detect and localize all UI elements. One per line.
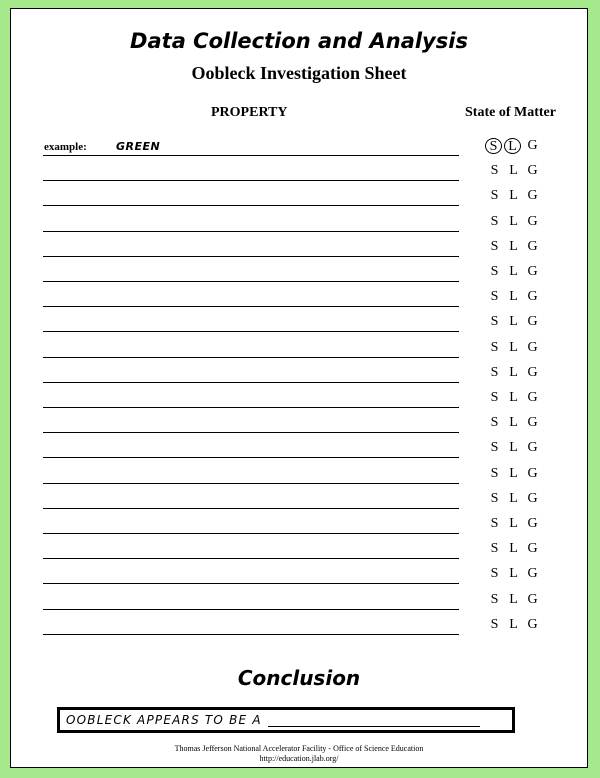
state-option-g[interactable]: G xyxy=(527,440,538,456)
state-options xyxy=(485,365,565,381)
conclusion-box xyxy=(57,707,515,733)
property-column-header: PROPERTY xyxy=(211,105,288,120)
answer-line[interactable] xyxy=(43,281,459,282)
state-option-l[interactable]: L xyxy=(509,213,518,229)
state-option-l[interactable]: L xyxy=(509,163,518,179)
state-option-g[interactable]: G xyxy=(527,314,538,330)
state-option-l[interactable]: L xyxy=(509,314,518,330)
state-option-l[interactable]: L xyxy=(509,364,518,380)
state-option-s[interactable]: S xyxy=(490,541,499,557)
state-options xyxy=(485,415,565,431)
state-option-s[interactable]: S xyxy=(490,264,499,279)
answer-line[interactable] xyxy=(43,558,459,559)
page-subtitle: Oobleck Investigation Sheet xyxy=(191,63,407,83)
answer-line[interactable] xyxy=(43,256,459,257)
example-row-line[interactable] xyxy=(43,155,459,156)
answer-line[interactable] xyxy=(43,331,459,332)
state-option-s[interactable]: S xyxy=(490,440,499,456)
state-option-s[interactable]: S xyxy=(485,138,502,154)
state-option-g[interactable]: G xyxy=(527,390,538,405)
worksheet xyxy=(10,8,588,768)
state-option-g[interactable]: G xyxy=(527,541,538,557)
state-option-s[interactable]: S xyxy=(490,364,499,380)
state-option-g[interactable]: G xyxy=(527,364,538,380)
state-options xyxy=(485,617,565,633)
answer-line[interactable] xyxy=(43,407,459,408)
state-column-header: State of Matter xyxy=(465,105,556,120)
state-option-l[interactable]: L xyxy=(509,490,518,506)
answer-line[interactable] xyxy=(43,609,459,610)
state-options xyxy=(485,188,565,204)
state-option-l[interactable]: L xyxy=(509,188,518,204)
conclusion-prompt: OOBLECK APPEARS TO BE A xyxy=(66,713,262,727)
footer-url[interactable]: http://education.jlab.org/ xyxy=(259,754,339,763)
state-option-l[interactable]: L xyxy=(509,591,518,607)
state-option-s[interactable]: S xyxy=(490,616,499,632)
state-option-g[interactable]: G xyxy=(527,616,538,632)
state-option-g[interactable]: G xyxy=(527,591,538,607)
state-option-g[interactable]: G xyxy=(527,415,538,431)
state-option-g[interactable]: G xyxy=(527,138,538,153)
state-option-s[interactable]: S xyxy=(490,314,499,330)
state-option-g[interactable]: G xyxy=(527,163,538,179)
answer-line[interactable] xyxy=(43,180,459,181)
state-option-l[interactable]: L xyxy=(509,289,518,305)
state-option-g[interactable]: G xyxy=(527,289,538,305)
state-option-g[interactable]: G xyxy=(527,188,538,204)
state-option-s[interactable]: S xyxy=(490,238,499,254)
state-option-g[interactable]: G xyxy=(527,264,538,279)
state-option-g[interactable]: G xyxy=(527,566,538,582)
state-option-l[interactable]: L xyxy=(509,339,518,355)
conclusion-answer-blank[interactable] xyxy=(268,714,480,727)
state-option-l[interactable]: L xyxy=(504,138,521,154)
answer-line[interactable] xyxy=(43,583,459,584)
state-option-l[interactable]: L xyxy=(509,415,518,431)
answer-line[interactable] xyxy=(43,357,459,358)
state-option-l[interactable]: L xyxy=(509,390,518,405)
state-options xyxy=(485,163,565,179)
answer-line[interactable] xyxy=(43,432,459,433)
state-options xyxy=(485,516,565,532)
state-options xyxy=(485,239,565,255)
state-option-l[interactable]: L xyxy=(509,541,518,557)
example-state-options xyxy=(485,138,565,154)
state-option-s[interactable]: S xyxy=(490,339,499,355)
state-options xyxy=(485,541,565,557)
state-options xyxy=(485,592,565,608)
state-options xyxy=(485,390,565,406)
answer-line[interactable] xyxy=(43,483,459,484)
state-option-g[interactable]: G xyxy=(527,465,538,481)
example-value: GREEN xyxy=(116,140,161,153)
state-option-s[interactable]: S xyxy=(490,490,499,506)
state-option-l[interactable]: L xyxy=(509,616,518,632)
state-option-s[interactable]: S xyxy=(490,163,499,179)
answer-line[interactable] xyxy=(43,231,459,232)
state-options xyxy=(485,314,565,330)
state-option-g[interactable]: G xyxy=(527,339,538,355)
state-option-s[interactable]: S xyxy=(490,213,499,229)
footer xyxy=(11,744,587,764)
state-option-g[interactable]: G xyxy=(527,516,538,531)
state-option-l[interactable]: L xyxy=(509,566,518,582)
state-option-l[interactable]: L xyxy=(509,264,518,279)
state-option-s[interactable]: S xyxy=(490,188,499,204)
state-option-s[interactable]: S xyxy=(490,591,499,607)
page-title: Data Collection and Analysis xyxy=(130,29,468,53)
state-option-s[interactable]: S xyxy=(490,390,499,405)
state-option-g[interactable]: G xyxy=(527,238,538,254)
state-option-s[interactable]: S xyxy=(490,415,499,431)
state-options xyxy=(485,491,565,507)
state-option-g[interactable]: G xyxy=(527,213,538,229)
state-option-l[interactable]: L xyxy=(509,516,518,531)
footer-organization: Thomas Jefferson National Accelerator Facility - Office of Science Education xyxy=(174,744,424,753)
state-options xyxy=(485,466,565,482)
state-options xyxy=(485,566,565,582)
state-option-s[interactable]: S xyxy=(490,289,499,305)
state-option-g[interactable]: G xyxy=(527,490,538,506)
conclusion-heading: Conclusion xyxy=(237,666,361,690)
state-options xyxy=(485,289,565,305)
state-option-s[interactable]: S xyxy=(490,516,499,531)
state-options xyxy=(485,214,565,230)
answer-line[interactable] xyxy=(43,508,459,509)
state-options xyxy=(485,440,565,456)
state-option-l[interactable]: L xyxy=(509,440,518,456)
state-options xyxy=(485,264,565,280)
example-label: example: xyxy=(44,141,87,153)
answer-line[interactable] xyxy=(43,382,459,383)
answer-line[interactable] xyxy=(43,533,459,534)
state-option-s[interactable]: S xyxy=(490,566,499,582)
state-option-l[interactable]: L xyxy=(509,465,518,481)
answer-line[interactable] xyxy=(43,205,459,206)
answer-line[interactable] xyxy=(43,306,459,307)
answer-line[interactable] xyxy=(43,457,459,458)
state-option-s[interactable]: S xyxy=(490,465,499,481)
state-option-l[interactable]: L xyxy=(509,238,518,254)
state-options xyxy=(485,340,565,356)
answer-line[interactable] xyxy=(43,634,459,635)
